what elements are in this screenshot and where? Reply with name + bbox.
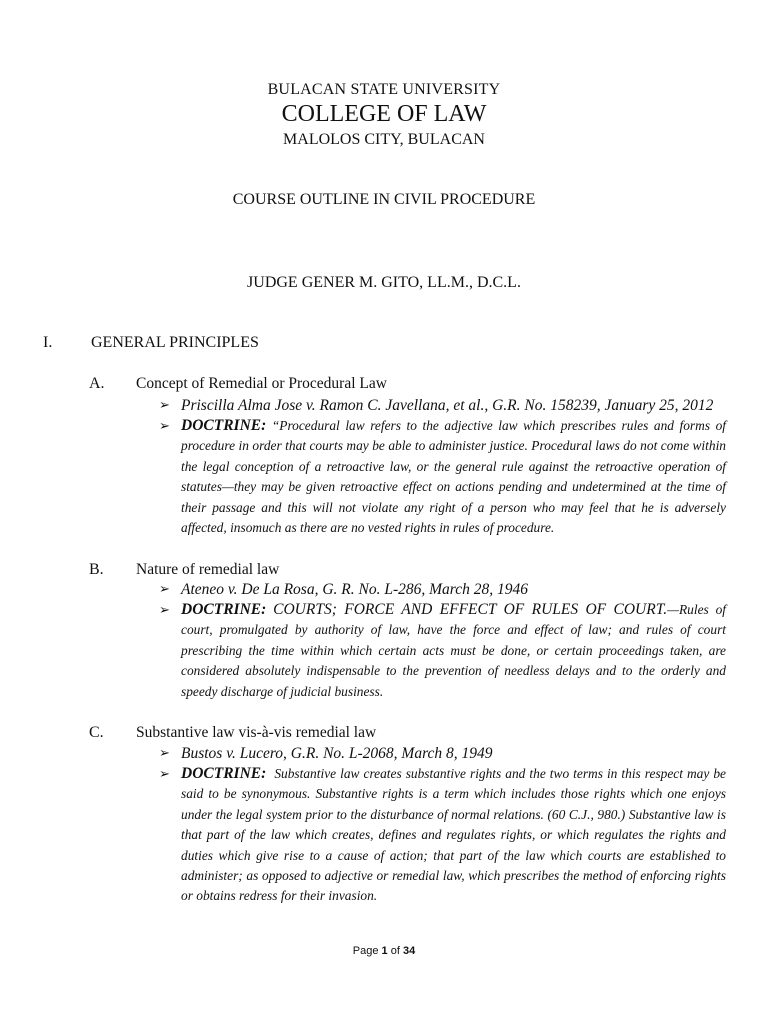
doctrine-paragraph (181, 416, 726, 538)
case-citation: Priscilla Alma Jose v. Ramon C. Javellana, et al., G.R. No. 158239, January 25, 2012 (181, 397, 714, 414)
doctrine-paragraph (181, 764, 726, 907)
arrowhead-bullet-icon: ➢ (159, 398, 170, 413)
author-name: JUDGE GENER M. GITO, LL.M., D.C.L. (247, 274, 521, 291)
of-word: of (390, 945, 400, 957)
subsection-letter: B. (89, 561, 104, 578)
section-title: GENERAL PRINCIPLES (91, 334, 259, 351)
city-name: MALOLOS CITY, BULACAN (283, 131, 485, 148)
doctrine-label: DOCTRINE: (181, 417, 267, 434)
doctrine-text: —Rules of court, promulgated by authority of law, have the force and effect of law; and rules of court prescribing the time within which certain acts must be done, or certain proceedings taken, are considered absolutely indispensable to the prevention of needless delays and to the orderly and speedy discharge of judicial business. (181, 602, 727, 699)
arrowhead-bullet-icon: ➢ (159, 419, 170, 434)
subsection-letter: C. (89, 724, 104, 741)
arrowhead-bullet-icon: ➢ (159, 746, 170, 761)
university-name: BULACAN STATE UNIVERSITY (267, 81, 501, 98)
arrowhead-bullet-icon: ➢ (159, 582, 170, 597)
doctrine-label: DOCTRINE: (181, 765, 267, 782)
page-total: 34 (402, 945, 416, 957)
doctrine-text: Substantive law creates substantive rights and the two terms in this respect may be said to be synonymous. Substantive rights is a term which includes those rights which one enjoys under the legal system prior to the disturbance of normal relations. (60 C.J., 980.) Substantive law is that part of the law which creates, defines and regulates rights, or which regulates the rights and duties which give rise to a cause of action; that part of the law which courts are established to administer; as opposed to adjective or remedial law, which prescribes the method of enforcing rights or obtains redress for their invasion. (181, 766, 726, 904)
page-current: 1 (381, 945, 388, 957)
doctrine-paragraph (181, 600, 726, 702)
course-title: COURSE OUTLINE IN CIVIL PROCEDURE (232, 191, 536, 208)
page-footer (0, 943, 768, 959)
section-numeral: I. (43, 334, 53, 351)
subsection-letter: A. (89, 375, 105, 392)
college-name: COLLEGE OF LAW (281, 101, 487, 127)
doctrine-label: DOCTRINE: (181, 601, 267, 618)
doctrine-lead: COURTS; FORCE AND EFFECT OF RULES OF COURT. (273, 601, 668, 618)
subsection-title: Substantive law vis-à-vis remedial law (136, 724, 377, 741)
arrowhead-bullet-icon: ➢ (159, 603, 170, 618)
doctrine-text: “Procedural law refers to the adjective law which prescribes rules and forms of procedure in order that courts may be able to administer justice. Procedural laws do not come within the legal conception of a retroactive law, or the general rule against the retroactive operation of statutes—they may be given retroactive effect on actions pending and undetermined at the time of their passage and this will not violate any right of a person who may feel that he is adversely affected, insomuch as there are no vested rights in rules of procedure. (181, 418, 726, 536)
case-citation: Ateneo v. De La Rosa, G. R. No. L-286, March 28, 1946 (181, 581, 528, 598)
page-word: Page (352, 945, 379, 957)
subsection-title: Concept of Remedial or Procedural Law (136, 375, 387, 392)
arrowhead-bullet-icon: ➢ (159, 767, 170, 782)
subsection-title: Nature of remedial law (136, 561, 280, 578)
case-citation: Bustos v. Lucero, G.R. No. L-2068, March 8, 1949 (181, 745, 493, 762)
